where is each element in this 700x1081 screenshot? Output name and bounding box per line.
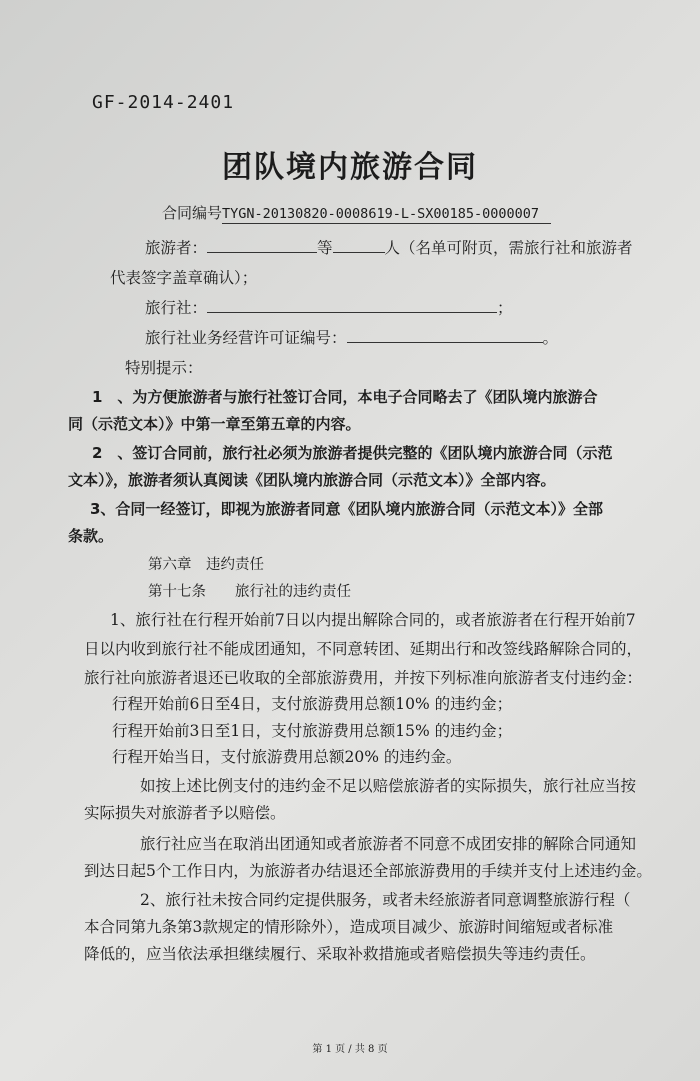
body-line-10: 到达日起5个工作日内，为旅游者办结退还全部旅游费用的手续并支付上述违约金。 <box>84 862 652 880</box>
document-title: 团队境内旅游合同 <box>222 150 478 185</box>
tourist-name-blank <box>207 237 317 253</box>
notice-item-3-line-1: 3、合同一经签订，即视为旅游者同意《团队境内旅游合同（示范文本）》全部 <box>90 500 603 518</box>
agency-end: ； <box>497 299 513 317</box>
tourist-label: 旅游者： <box>145 239 208 257</box>
contract-number-value: TYGN-20130820-0008619-L-SX00185-0000007 <box>222 206 551 224</box>
tourist-tail: 人（名单可附页，需旅行社和旅游者 <box>384 239 633 257</box>
license-blank <box>347 327 543 343</box>
agency-label: 旅行社： <box>145 299 208 317</box>
contract-number-label: 合同编号 <box>162 204 223 222</box>
license-label: 旅行社业务经营许可证编号： <box>145 329 347 347</box>
page-footer: 第 1 页 / 共 8 页 <box>312 1044 388 1055</box>
body-line-8: 实际损失对旅游者予以赔偿。 <box>84 804 286 822</box>
body-line-7: 如按上述比例支付的违约金不足以赔偿旅游者的实际损失，旅行社应当按 <box>140 777 637 795</box>
body-line-2: 日以内收到旅行社不能成团通知，不同意转团、延期出行和改签线路解除合同的， <box>84 640 643 658</box>
tourist-mid: 等 <box>317 239 333 257</box>
notice-item-1-line-2: 同（示范文本）》中第一章至第五章的内容。 <box>68 415 361 433</box>
notice-item-3-line-2: 条款。 <box>68 527 114 545</box>
document-code: GF-2014-2401 <box>92 92 235 113</box>
body-line-13: 降低的，应当依法承担继续履行、采取补救措施或者赔偿损失等违约责任。 <box>84 945 596 963</box>
body-line-9: 旅行社应当在取消出团通知或者旅游者不同意不成团安排的解除合同通知 <box>140 835 637 853</box>
notice-item-2-line-1: 2 、签订合同前，旅行社必须为旅游者提供完整的《团队境内旅游合同（示范 <box>92 444 613 462</box>
notice-item-2-line-2: 文本）》，旅游者须认真阅读《团队境内旅游合同（示范文本）》全部内容。 <box>68 471 556 489</box>
license-row <box>145 326 558 348</box>
article-heading: 第十七条 旅行社的违约责任 <box>148 584 351 600</box>
agency-blank <box>207 297 497 313</box>
agency-row <box>145 296 513 318</box>
body-line-12: 本合同第九条第3款规定的情形除外），造成项目减少、旅游时间缩短或者标准 <box>84 918 614 936</box>
tourist-row-2: 代表签字盖章确认）； <box>110 269 258 287</box>
contract-number <box>162 202 551 223</box>
body-line-5: 行程开始前3日至1日，支付旅游费用总额15% 的违约金； <box>112 722 513 740</box>
tourist-count-blank <box>333 237 385 253</box>
notice-item-1-line-1: 1 、为方便旅游者与旅行社签订合同，本电子合同略去了《团队境内旅游合 <box>92 388 598 406</box>
tourist-row <box>145 236 633 258</box>
notice-heading: 特别提示： <box>125 359 203 377</box>
body-line-3: 旅行社向旅游者退还已收取的全部旅游费用，并按下列标准向旅游者支付违约金： <box>84 669 643 687</box>
chapter-heading: 第六章 违约责任 <box>148 557 264 573</box>
body-line-4: 行程开始前6日至4日，支付旅游费用总额10% 的违约金； <box>112 695 513 713</box>
body-line-1: 1、旅行社在行程开始前7日以内提出解除合同的，或者旅游者在行程开始前7 <box>110 611 636 629</box>
body-line-6: 行程开始当日，支付旅游费用总额20% 的违约金。 <box>112 748 462 766</box>
body-line-11: 2、旅行社未按合同约定提供服务，或者未经旅游者同意调整旅游行程（ <box>140 891 631 909</box>
license-end: 。 <box>542 329 559 347</box>
